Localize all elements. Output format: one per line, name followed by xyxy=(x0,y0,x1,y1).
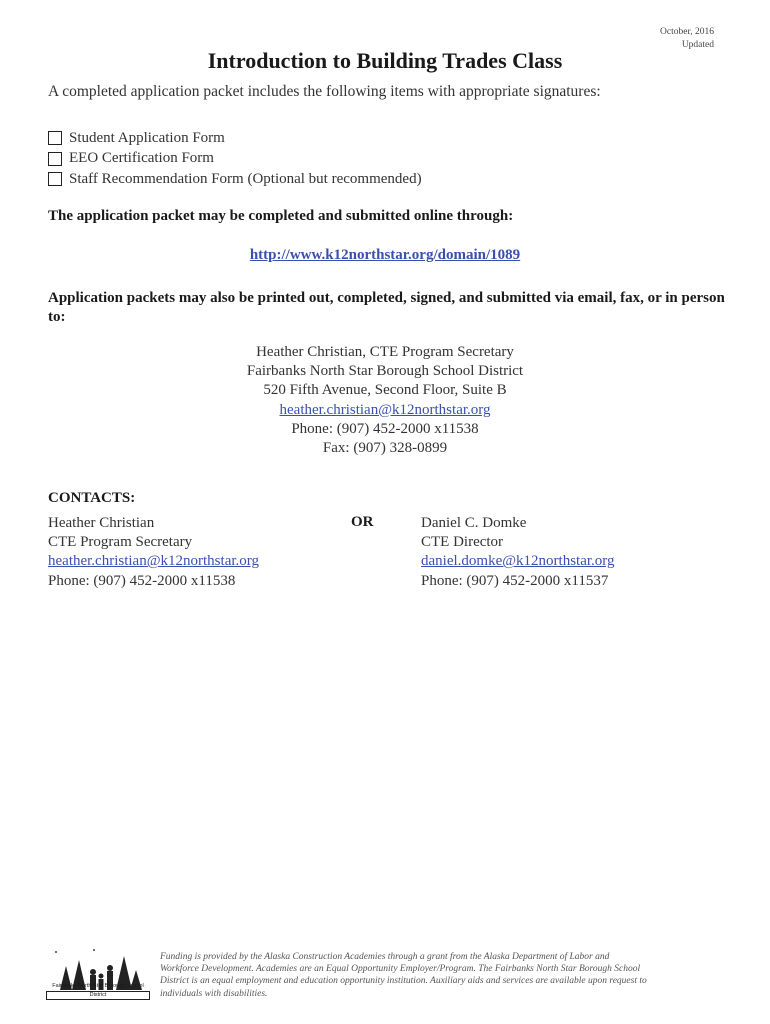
contact-name: Heather Christian xyxy=(48,515,155,531)
checklist-label: EEO Certification Form xyxy=(69,150,214,167)
contact-name: Daniel C. Domke xyxy=(421,515,527,531)
date-text: October, 2016 xyxy=(660,27,714,37)
page-title: Introduction to Building Trades Class xyxy=(207,48,563,73)
contact-email-link[interactable]: heather.christian@k12northstar.org xyxy=(48,553,259,570)
intro-text: A completed application packet includes the following items with appropriate signatures: xyxy=(48,83,601,100)
checklist-item-staff-recommendation[interactable] xyxy=(48,169,422,190)
contact-phone: Phone: (907) 452-2000 x11538 xyxy=(48,572,236,589)
logo-caption: Fairbanks North Star Borough School District xyxy=(52,983,144,998)
updated-text: Updated xyxy=(681,40,714,50)
address-fax: Fax: (907) 328-0899 xyxy=(322,440,448,457)
contact-heather-christian xyxy=(48,514,259,591)
checklist-label: Staff Recommendation Form (Optional but recommended) xyxy=(69,170,422,187)
address-name: Heather Christian, CTE Program Secretary xyxy=(256,344,514,360)
district-logo xyxy=(46,940,150,1000)
or-separator: OR xyxy=(351,514,374,530)
printed-submission-text: Application packets may also be printed out, completed, signed, and submitted via email, fax, or in person to: xyxy=(48,290,725,325)
address-organization: Fairbanks North Star Borough School District xyxy=(246,363,524,380)
address-phone: Phone: (907) 452-2000 x11538 xyxy=(291,420,479,437)
online-url-link[interactable]: http://www.k12northstar.org/domain/1089 xyxy=(249,247,521,263)
checkbox-icon[interactable] xyxy=(48,152,62,166)
checkbox-icon[interactable] xyxy=(48,172,62,186)
contact-phone: Phone: (907) 452-2000 x11537 xyxy=(421,572,609,589)
mailing-address xyxy=(0,343,770,458)
contact-role: CTE Director xyxy=(421,534,504,551)
contact-daniel-domke xyxy=(421,514,615,591)
checklist xyxy=(48,128,422,190)
address-street: 520 Fifth Avenue, Second Floor, Suite B xyxy=(263,382,507,399)
checkbox-icon[interactable] xyxy=(48,131,62,145)
online-url xyxy=(0,247,770,264)
checklist-item-eeo-certification[interactable] xyxy=(48,149,422,170)
contact-email-link[interactable]: daniel.domke@k12northstar.org xyxy=(421,553,615,570)
online-submission-text: The application packet may be completed and submitted online through: xyxy=(48,208,514,224)
checklist-label: Student Application Form xyxy=(69,129,225,146)
address-email-link[interactable]: heather.christian@k12northstar.org xyxy=(279,401,491,418)
contacts-heading: CONTACTS: xyxy=(48,490,136,506)
checklist-item-student-application[interactable] xyxy=(48,128,422,149)
funding-disclaimer: Funding is provided by the Alaska Construction Academies through a grant from the Alaska Department of Labor and Workforce Development. Academies are an Equal Opportunity Employer/Program. The Fairbanks North Star Borough School District is an equal employment and education opportunity institution. Auxiliary aids and services are available upon request to individuals with disabilities. xyxy=(160,952,647,999)
contact-role: CTE Program Secretary xyxy=(48,534,193,551)
